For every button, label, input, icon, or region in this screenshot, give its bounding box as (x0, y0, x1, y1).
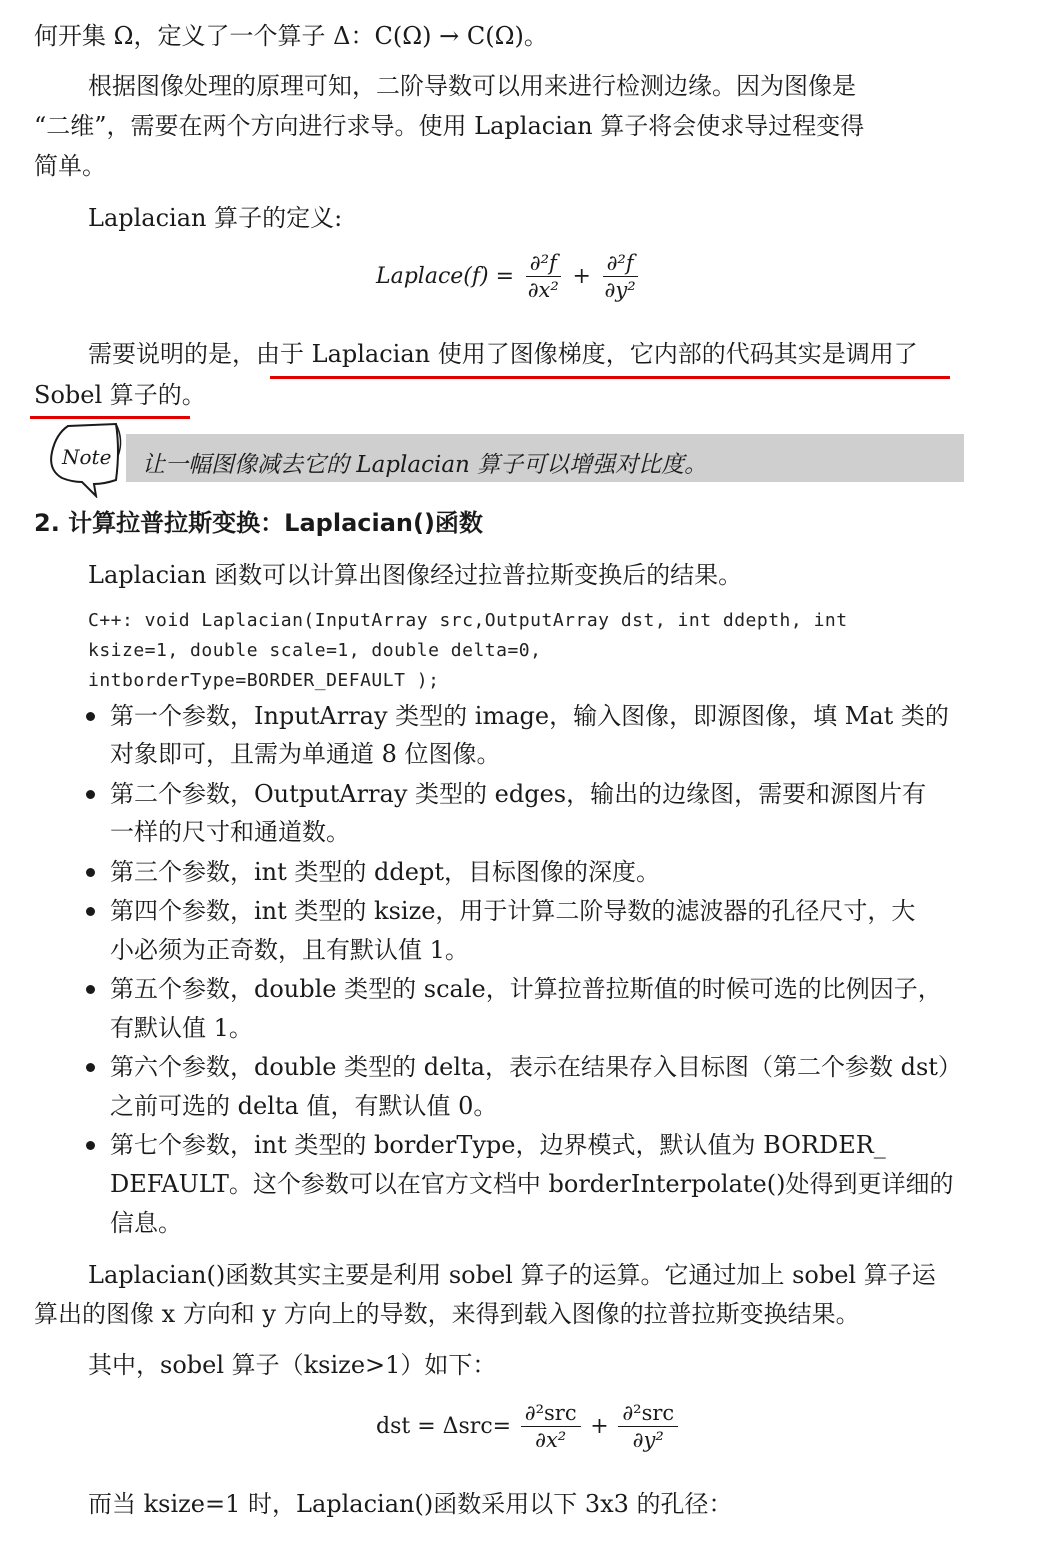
bullet-icon (86, 1063, 95, 1072)
list-item-line: 一样的尺寸和通道数。 (110, 818, 350, 846)
text-line: 何开集 Ω，定义了一个算子 Δ：C(Ω) → C(Ω)。 (34, 22, 548, 50)
text-line: 而当 ksize=1 时，Laplacian()函数采用以下 3x3 的孔径： (88, 1490, 733, 1518)
red-underline (270, 376, 950, 379)
plus-sign: + (590, 1414, 609, 1440)
fraction (618, 1402, 678, 1451)
fraction-denominator: ∂x² (535, 1428, 567, 1453)
list-item-line: 第五个参数，double 类型的 scale，计算拉普拉斯值的时候可选的比例因子， (110, 975, 942, 1003)
sobel-formula (376, 1402, 680, 1451)
fraction-denominator: ∂y² (604, 278, 636, 303)
text-line: 简单。 (34, 152, 106, 180)
formula-lhs: dst = Δsrc= (376, 1414, 512, 1440)
text-line: Laplacian()函数其实主要是利用 sobel 算子的运算。它通过加上 sobel 算子运 (88, 1261, 936, 1289)
fraction (524, 252, 563, 301)
fraction-numerator: ∂²src (618, 1402, 678, 1427)
bullet-icon (86, 712, 95, 721)
underlined-text: Sobel 算子的。 (34, 381, 206, 409)
note-icon (46, 420, 128, 498)
text-span: 需要说明的是， (88, 340, 256, 368)
list-item-line: 第三个参数，int 类型的 ddept，目标图像的深度。 (110, 858, 660, 886)
list-item-line: 第一个参数，InputArray 类型的 image，输入图像，即源图像，填 Mat 类的 (110, 702, 949, 730)
list-item-line: DEFAULT。这个参数可以在官方文档中 borderInterpolate()处得到更详细的 (110, 1170, 954, 1198)
list-item-line: 小必须为正奇数，且有默认值 1。 (110, 936, 469, 964)
text-line: 其中，sobel 算子（ksize>1）如下： (88, 1351, 497, 1379)
text-line: “二维”，需要在两个方向进行求导。使用 Laplacian 算子将会使求导过程变得 (34, 112, 865, 140)
text-line: 根据图像处理的原理可知，二阶导数可以用来进行检测边缘。因为图像是 (88, 72, 856, 100)
list-item-line: 第七个参数，int 类型的 borderType，边界模式，默认值为 BORDER_ (110, 1131, 886, 1159)
fraction (521, 1402, 581, 1451)
fraction-numerator: ∂²src (521, 1402, 581, 1427)
bullet-icon (86, 1141, 95, 1150)
list-item-line: 之前可选的 delta 值，有默认值 0。 (110, 1092, 498, 1120)
list-item-line: 有默认值 1。 (110, 1014, 253, 1042)
list-item-line: 信息。 (110, 1209, 182, 1237)
code-line: C++: void Laplacian(InputArray src,OutputArray dst, int ddepth, int (88, 610, 848, 631)
text-line: Laplacian 算子的定义: (88, 204, 343, 232)
fraction-numerator: ∂²f (526, 252, 561, 277)
code-line: intborderType=BORDER_DEFAULT ); (88, 670, 440, 691)
text-line (88, 342, 918, 366)
note-text: 让一幅图像减去它的 Laplacian 算子可以增强对比度。 (142, 452, 708, 478)
bullet-icon (86, 907, 95, 916)
laplace-formula (376, 252, 642, 301)
fraction (601, 252, 640, 301)
bullet-icon (86, 868, 95, 877)
list-item-line: 第四个参数，int 类型的 ksize，用于计算二阶导数的滤波器的孔径尺寸，大 (110, 897, 916, 925)
underlined-text: 由于 Laplacian 使用了图像梯度，它内部的代码其实是调用了 (256, 340, 918, 368)
list-item-line: 第六个参数，double 类型的 delta，表示在结果存入目标图（第二个参数 dst） (110, 1053, 962, 1081)
red-underline (30, 416, 190, 419)
note-label: Note (62, 445, 112, 469)
bullet-icon (86, 790, 95, 799)
fraction-denominator: ∂x² (527, 278, 559, 303)
plus-sign: + (572, 264, 591, 290)
formula-lhs: Laplace(f) = (376, 264, 515, 290)
fraction-denominator: ∂y² (632, 1428, 664, 1453)
code-line: ksize=1, double scale=1, double delta=0, (88, 640, 542, 661)
text-line: Laplacian 函数可以计算出图像经过拉普拉斯变换后的结果。 (88, 561, 743, 589)
section-heading: 2. 计算拉普拉斯变换：Laplacian()函数 (34, 509, 483, 537)
bullet-icon (86, 985, 95, 994)
list-item-line: 第二个参数，OutputArray 类型的 edges，输出的边缘图，需要和源图片有 (110, 780, 927, 808)
text-line: 算出的图像 x 方向和 y 方向上的导数，来得到载入图像的拉普拉斯变换结果。 (34, 1300, 860, 1328)
fraction-numerator: ∂²f (603, 252, 638, 277)
list-item-line: 对象即可，且需为单通道 8 位图像。 (110, 740, 501, 768)
